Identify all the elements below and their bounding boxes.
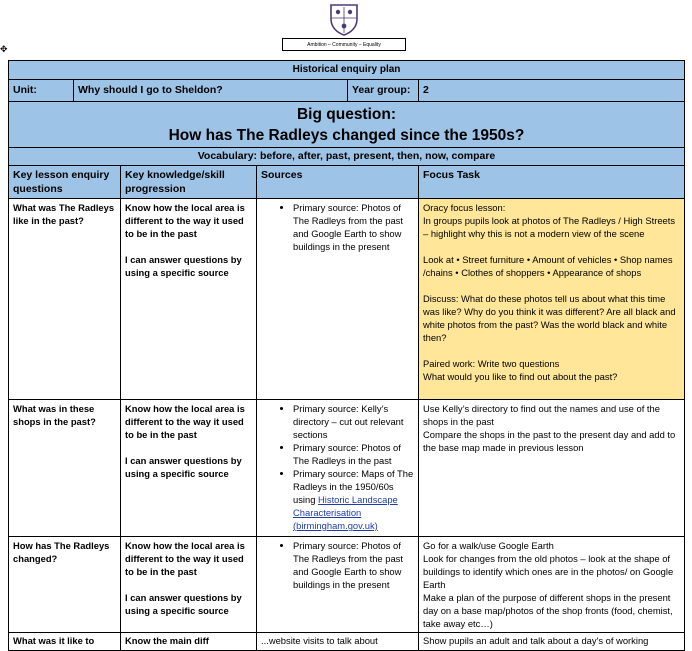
focus-text: Look for changes from the old photos – look at the shape of buildings to identify which ones are in the photos/ on Google Earth <box>423 553 674 590</box>
table-row <box>9 199 685 400</box>
lesson-question: How has The Radleys changed? <box>9 537 121 633</box>
sources-cell: ...website visits to talk about <box>257 633 419 651</box>
focus-task-cell: Show pupils an adult and talk about a day's of working <box>419 633 685 651</box>
enquiry-plan-table <box>8 60 685 651</box>
knowledge-cell <box>121 199 257 400</box>
table-move-handle[interactable]: ✥ <box>0 44 8 54</box>
focus-text: Oracy focus lesson: <box>423 202 506 213</box>
table-row <box>9 633 685 651</box>
plan-title: Historical enquiry plan <box>9 61 685 80</box>
source-item-text: Primary source: Maps of The Radleys in the 1950/60s using <box>293 468 414 505</box>
column-header-sources: Sources <box>257 166 419 199</box>
source-item: • Primary source: Photos of The Radleys in the past <box>293 441 414 467</box>
focus-text: In groups pupils look at photos of The Radleys / High Streets – highlight why this is not a modern view of the scene <box>423 215 676 239</box>
knowledge-cell <box>121 537 257 633</box>
skill-text: I can answer questions by using a specific source <box>125 254 242 278</box>
big-question-text: How has The Radleys changed since the 1950s? <box>168 127 525 144</box>
skill-text: I can answer questions by using a specific source <box>125 455 242 479</box>
school-motto: Ambition – Community – Equality <box>282 38 406 51</box>
enquiry-plan <box>8 60 684 651</box>
column-header-knowledge: Key knowledge/skill progression <box>121 166 257 199</box>
big-question <box>9 102 685 148</box>
focus-text: Make a plan of the purpose of different shops in the present day on a base map/photos of the shop fronts (food, chemist, take away etc…) <box>423 592 673 629</box>
vocabulary: Vocabulary: before, after, past, present, then, now, compare <box>9 148 685 166</box>
lesson-question: What was it like to <box>9 633 121 651</box>
knowledge-text: Know how the local area is different to the way it used to be in the past <box>125 540 245 577</box>
column-header-questions: Key lesson enquiry questions <box>9 166 121 199</box>
knowledge-cell <box>121 400 257 537</box>
source-item: • Primary source: Photos of The Radleys from the past and Google Earth to show buildings in the present <box>293 539 414 591</box>
lesson-question: What was in these shops in the past? <box>9 400 121 537</box>
unit-label: Unit: <box>9 80 74 102</box>
historic-landscape-link[interactable]: Historic Landscape Characterisation (birmingham.gov.uk) <box>293 494 398 531</box>
year-group-label: Year group: <box>348 80 419 102</box>
unit-value: Why should I go to Sheldon? <box>74 80 348 102</box>
sources-cell <box>257 537 419 633</box>
focus-text: What would you like to find out about the past? <box>423 371 618 382</box>
source-item <box>293 467 414 532</box>
focus-text: Look at • Street furniture • Amount of vehicles • Shop names /chains • Clothes of shoppers • Appearance of shops <box>423 254 673 278</box>
focus-text: Compare the shops in the past to the present day and add to the base map made in previous lesson <box>423 429 676 453</box>
source-item: • Primary source: Kelly’s directory – cut out relevant sections <box>293 402 414 441</box>
lesson-question: What was The Radleys like in the past? <box>9 199 121 400</box>
knowledge-text: Know how the local area is different to the way it used to be in the past <box>125 202 245 239</box>
knowledge-text: Know how the local area is different to the way it used to be in the past <box>125 403 245 440</box>
focus-text: Go for a walk/use Google Earth <box>423 540 554 551</box>
focus-text: Paired work: Write two questions <box>423 358 560 369</box>
column-header-focus-task: Focus Task <box>419 166 685 199</box>
sources-cell <box>257 400 419 537</box>
focus-task-cell <box>419 537 685 633</box>
focus-task-cell <box>419 400 685 537</box>
skill-text: I can answer questions by using a specific source <box>125 592 242 616</box>
knowledge-cell: Know the main diff <box>121 633 257 651</box>
focus-text: Discuss: What do these photos tell us about what this time was like? Why do you think it was different? Are all black and white photos from the past? Was the world black and white then? <box>423 293 676 343</box>
table-row <box>9 537 685 633</box>
table-row <box>9 400 685 537</box>
source-item: • Primary source: Photos of The Radleys from the past and Google Earth to show buildings in the present <box>293 201 414 253</box>
year-group-value: 2 <box>419 80 685 102</box>
school-crest-logo <box>329 3 359 37</box>
big-question-label: Big question: <box>296 106 397 123</box>
sources-cell <box>257 199 419 400</box>
focus-task-cell <box>419 199 685 400</box>
focus-text: Use Kelly’s directory to find out the names and use of the shops in the past <box>423 403 660 427</box>
